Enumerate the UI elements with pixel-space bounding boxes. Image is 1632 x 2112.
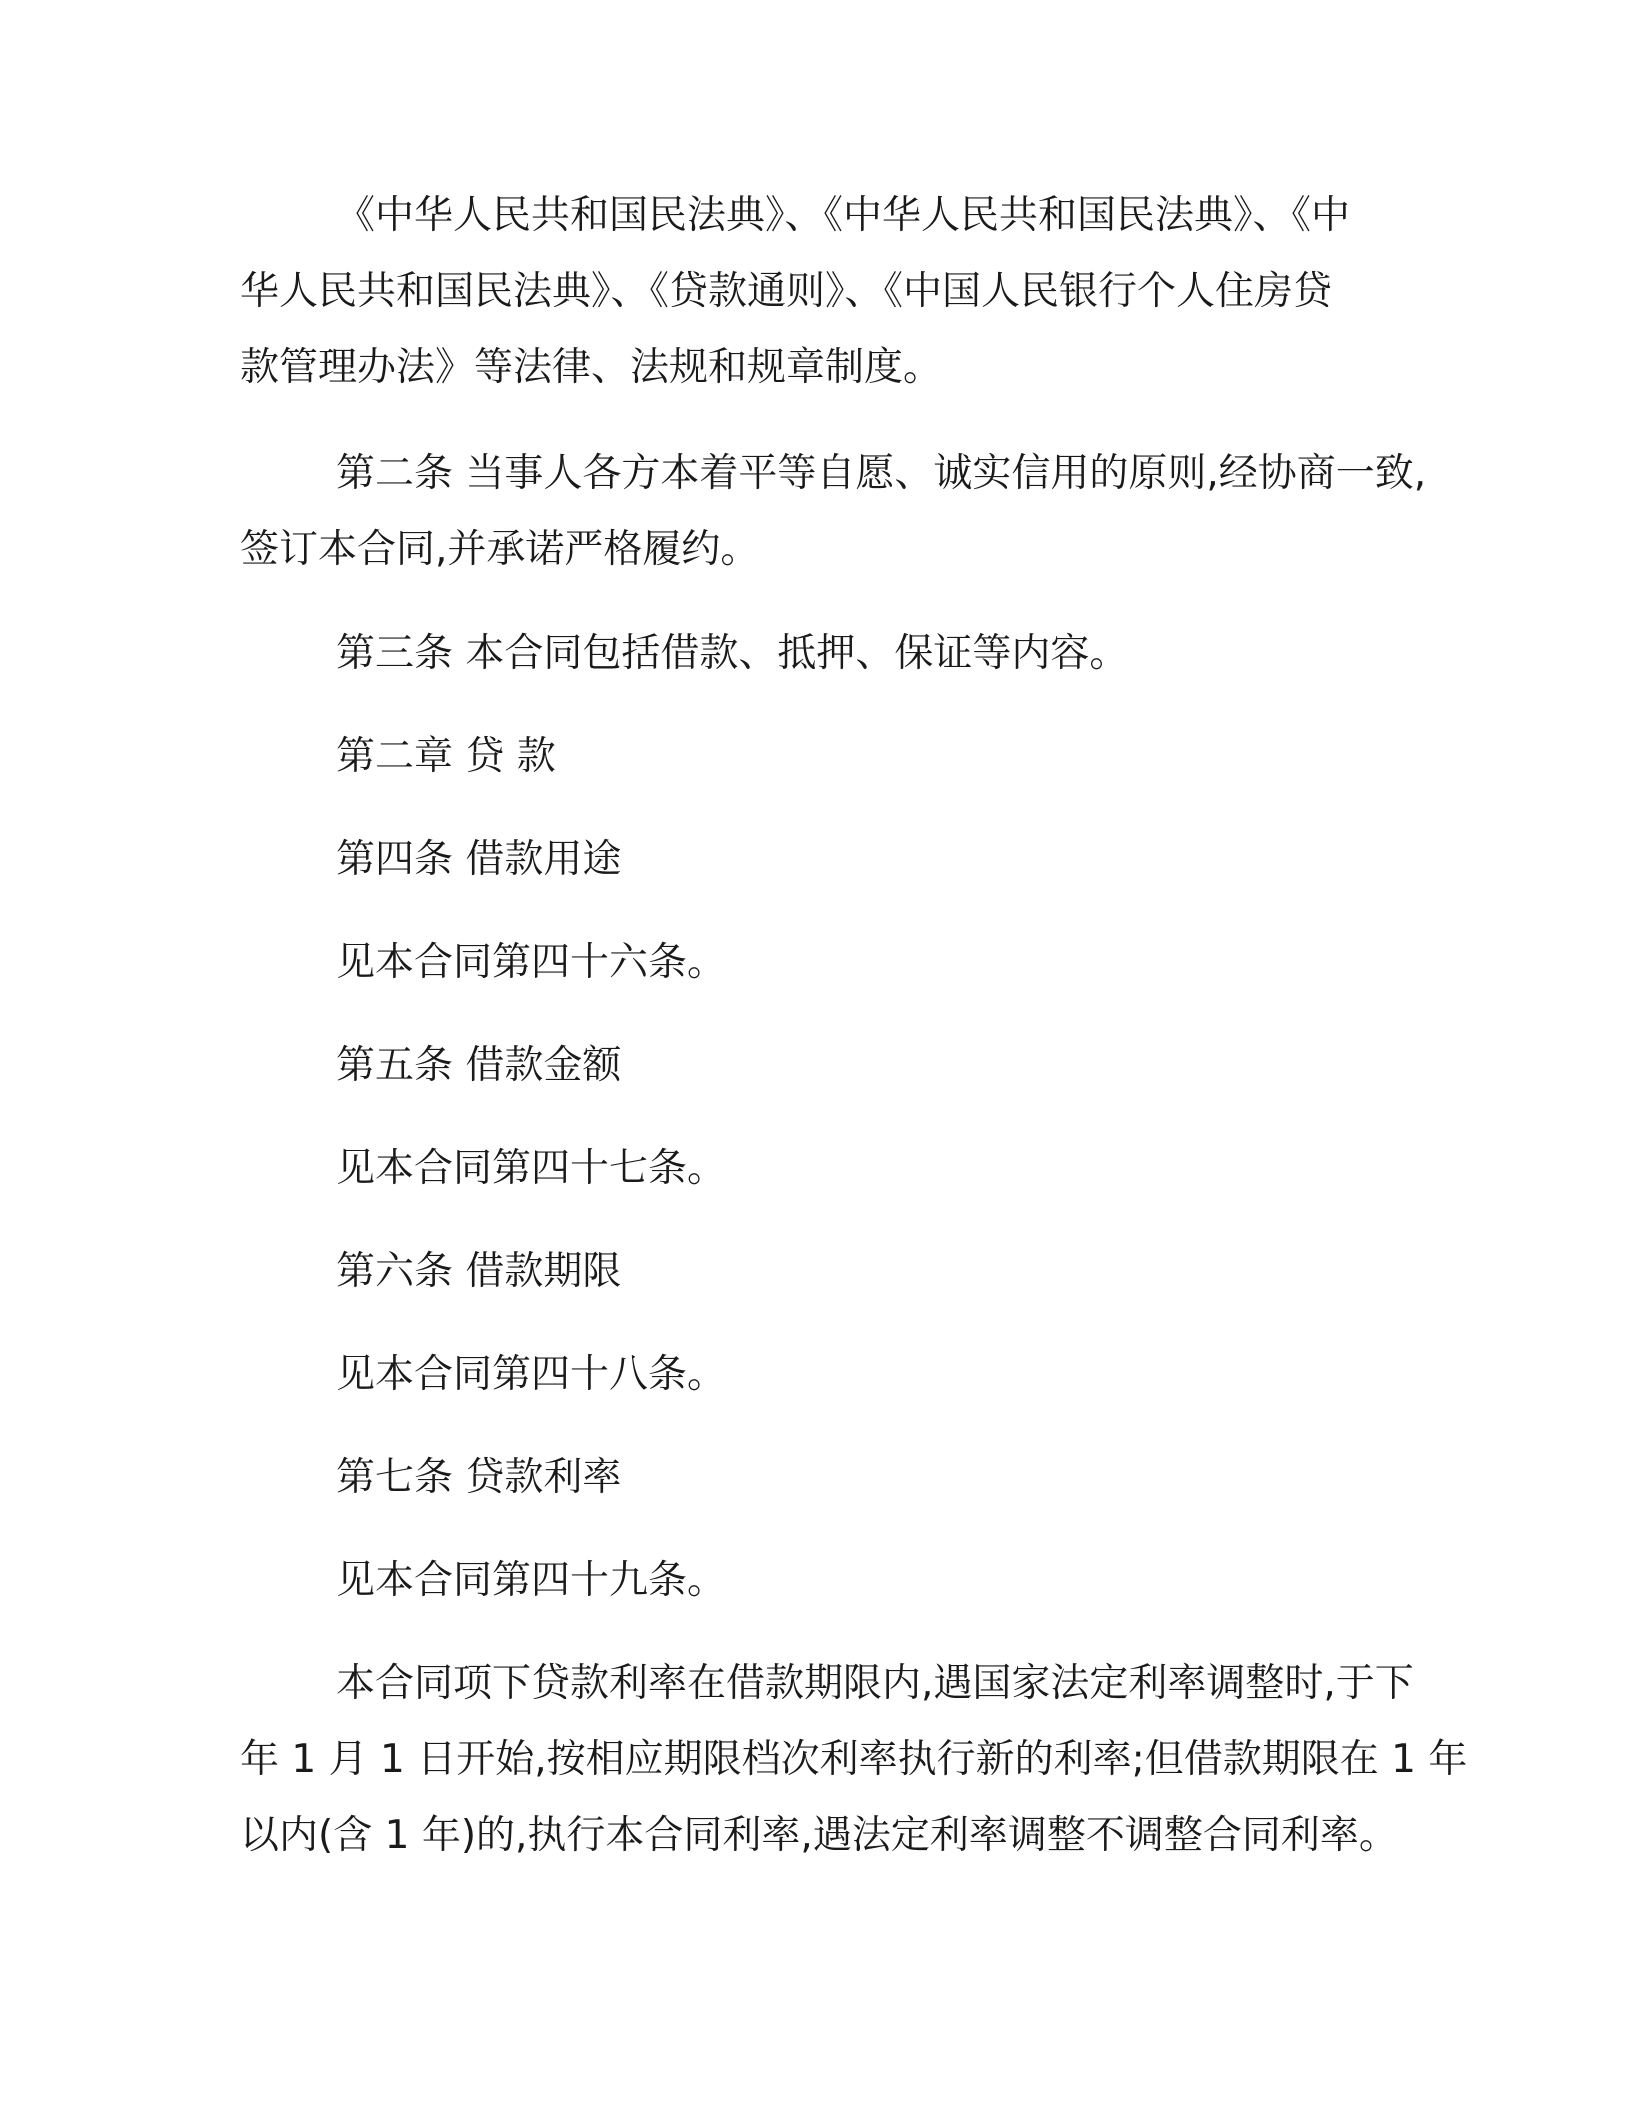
article-7-text: 见本合同第四十九条。: [336, 1558, 727, 1603]
paragraph-line: 华人民共和国民法典》、《贷款通则》、《中国人民银行个人住房贷: [240, 269, 1333, 314]
paragraph-line: 以内(含 1 年)的,执行本合同利率,遇法定利率调整不调整合同利率。: [240, 1813, 1398, 1858]
article-6-text: 见本合同第四十八条。: [336, 1352, 727, 1397]
legal-basis-paragraph: [240, 190, 1390, 394]
paragraph-line: 第二条 当事人各方本着平等自愿、诚实信用的原则,经协商一致,: [336, 451, 1427, 496]
article-4-heading: 第四条 借款用途: [336, 837, 622, 882]
chapter-2-heading: 第二章 贷 款: [336, 734, 556, 779]
interest-rate-paragraph: [240, 1658, 1468, 1862]
article-4-text: 见本合同第四十六条。: [336, 940, 727, 985]
article-3-paragraph: 第三条 本合同包括借款、抵押、保证等内容。: [336, 631, 1129, 676]
article-5-text: 见本合同第四十七条。: [336, 1146, 727, 1191]
paragraph-line: 《中华人民共和国民法典》、《中华人民共和国民法典》、《中: [336, 193, 1351, 238]
paragraph-line: 年 1 月 1 日开始,按相应期限档次利率执行新的利率;但借款期限在 1 年: [240, 1737, 1468, 1782]
article-6-heading: 第六条 借款期限: [336, 1249, 622, 1294]
paragraph-line: 签订本合同,并承诺严格履约。: [240, 527, 760, 572]
article-2-paragraph: [240, 448, 1427, 576]
article-7-heading: 第七条 贷款利率: [336, 1455, 622, 1500]
article-5-heading: 第五条 借款金额: [336, 1043, 622, 1088]
paragraph-line: 款管理办法》等法律、法规和规章制度。: [240, 345, 943, 390]
paragraph-line: 本合同项下贷款利率在借款期限内,遇国家法定利率调整时,于下: [336, 1661, 1414, 1706]
